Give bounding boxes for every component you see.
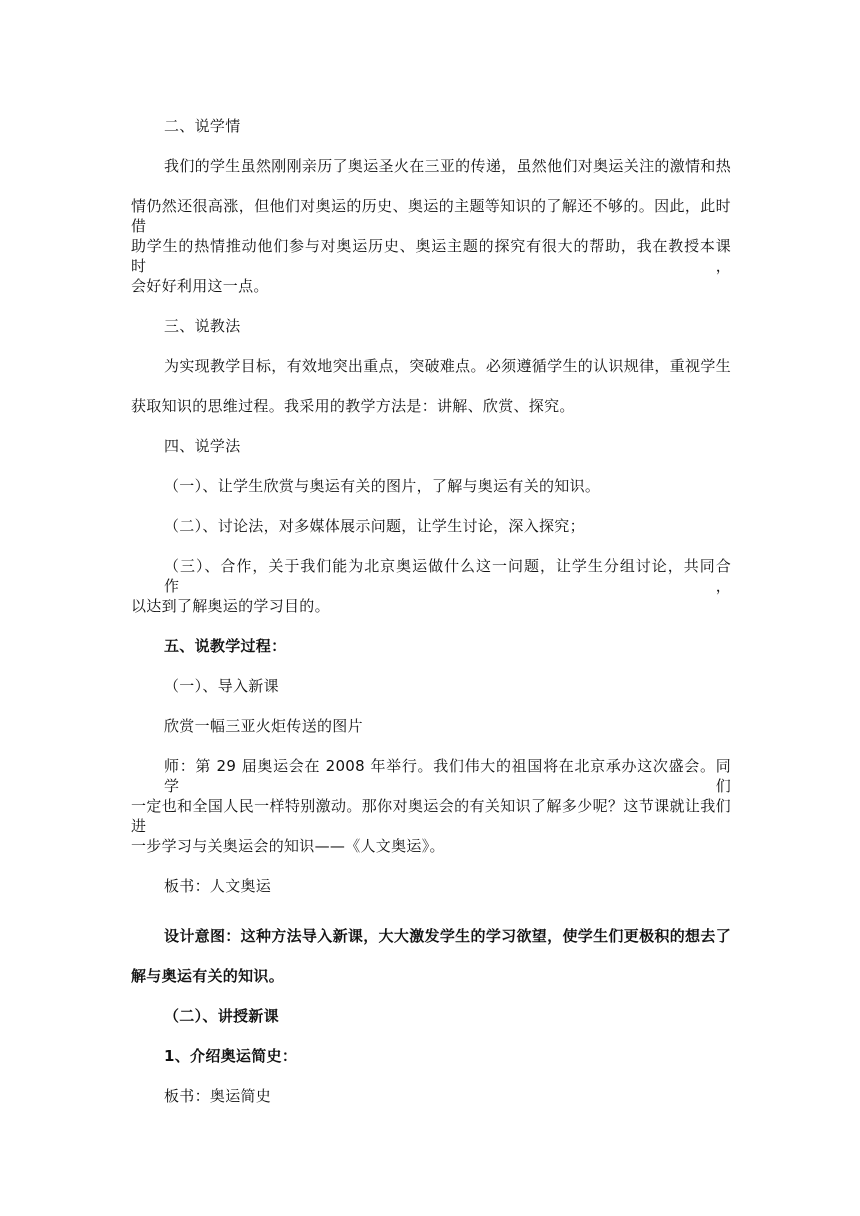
paragraph-line: 助学生的热情推动他们参与对奥运历史、奥运主题的探究有很大的帮助，我在教授本课时， [131,237,731,275]
list-item: （一）、让学生欣赏与奥运有关的图片，了解与奥运有关的知识。 [164,477,601,495]
design-intent-line: 解与奥运有关的知识。 [131,967,285,985]
paragraph-line: 欣赏一幅三亚火炬传送的图片 [164,717,363,735]
list-item: （二）、讨论法，对多媒体展示问题，让学生讨论，深入探究； [164,517,585,535]
paragraph-line: 为实现教学目标，有效地突出重点，突破难点。必须遵循学生的认识规律，重视学生 [164,357,731,375]
heading-teaching-process: 五、说教学过程： [164,637,287,655]
paragraph-line: 一步学习与关奥运会的知识——《人文奥运》。 [131,837,445,855]
subheading-intro: （一）、导入新课 [164,677,279,695]
paragraph-line: 以达到了解奥运的学习目的。 [131,597,330,615]
paragraph-line: 情仍然还很高涨，但他们对奥运的历史、奥运的主题等知识的了解还不够的。因此，此时借 [131,197,731,235]
subheading-olympic-history: 1、介绍奥运简史： [164,1047,298,1065]
paragraph-line: 会好好利用这一点。 [131,277,269,295]
heading-teaching-method: 三、说教法 [164,317,241,335]
heading-student-situation: 二、说学情 [164,117,241,135]
paragraph-line: 师：第 29 届奥运会在 2008 年举行。我们伟大的祖国将在北京承办这次盛会。同学们 [164,757,731,795]
blackboard-note: 板书：人文奥运 [164,877,272,895]
blackboard-note: 板书：奥运简史 [164,1087,272,1105]
heading-learning-method: 四、说学法 [164,437,241,455]
subheading-new-lesson: （二）、讲授新课 [164,1007,279,1025]
paragraph-line: 我们的学生虽然刚刚亲历了奥运圣火在三亚的传递，虽然他们对奥运关注的激情和热 [164,157,731,175]
design-intent-line: 设计意图：这种方法导入新课，大大激发学生的学习欲望，使学生们更极积的想去了 [164,927,731,945]
paragraph-line: 获取知识的思维过程。我采用的教学方法是：讲解、欣赏、探究。 [131,397,575,415]
paragraph-line: 一定也和全国人民一样特别激动。那你对奥运会的有关知识了解多少呢？这节课就让我们进 [131,797,731,835]
list-item: （三）、合作，关于我们能为北京奥运做什么这一问题，让学生分组讨论，共同合作， [164,557,731,595]
